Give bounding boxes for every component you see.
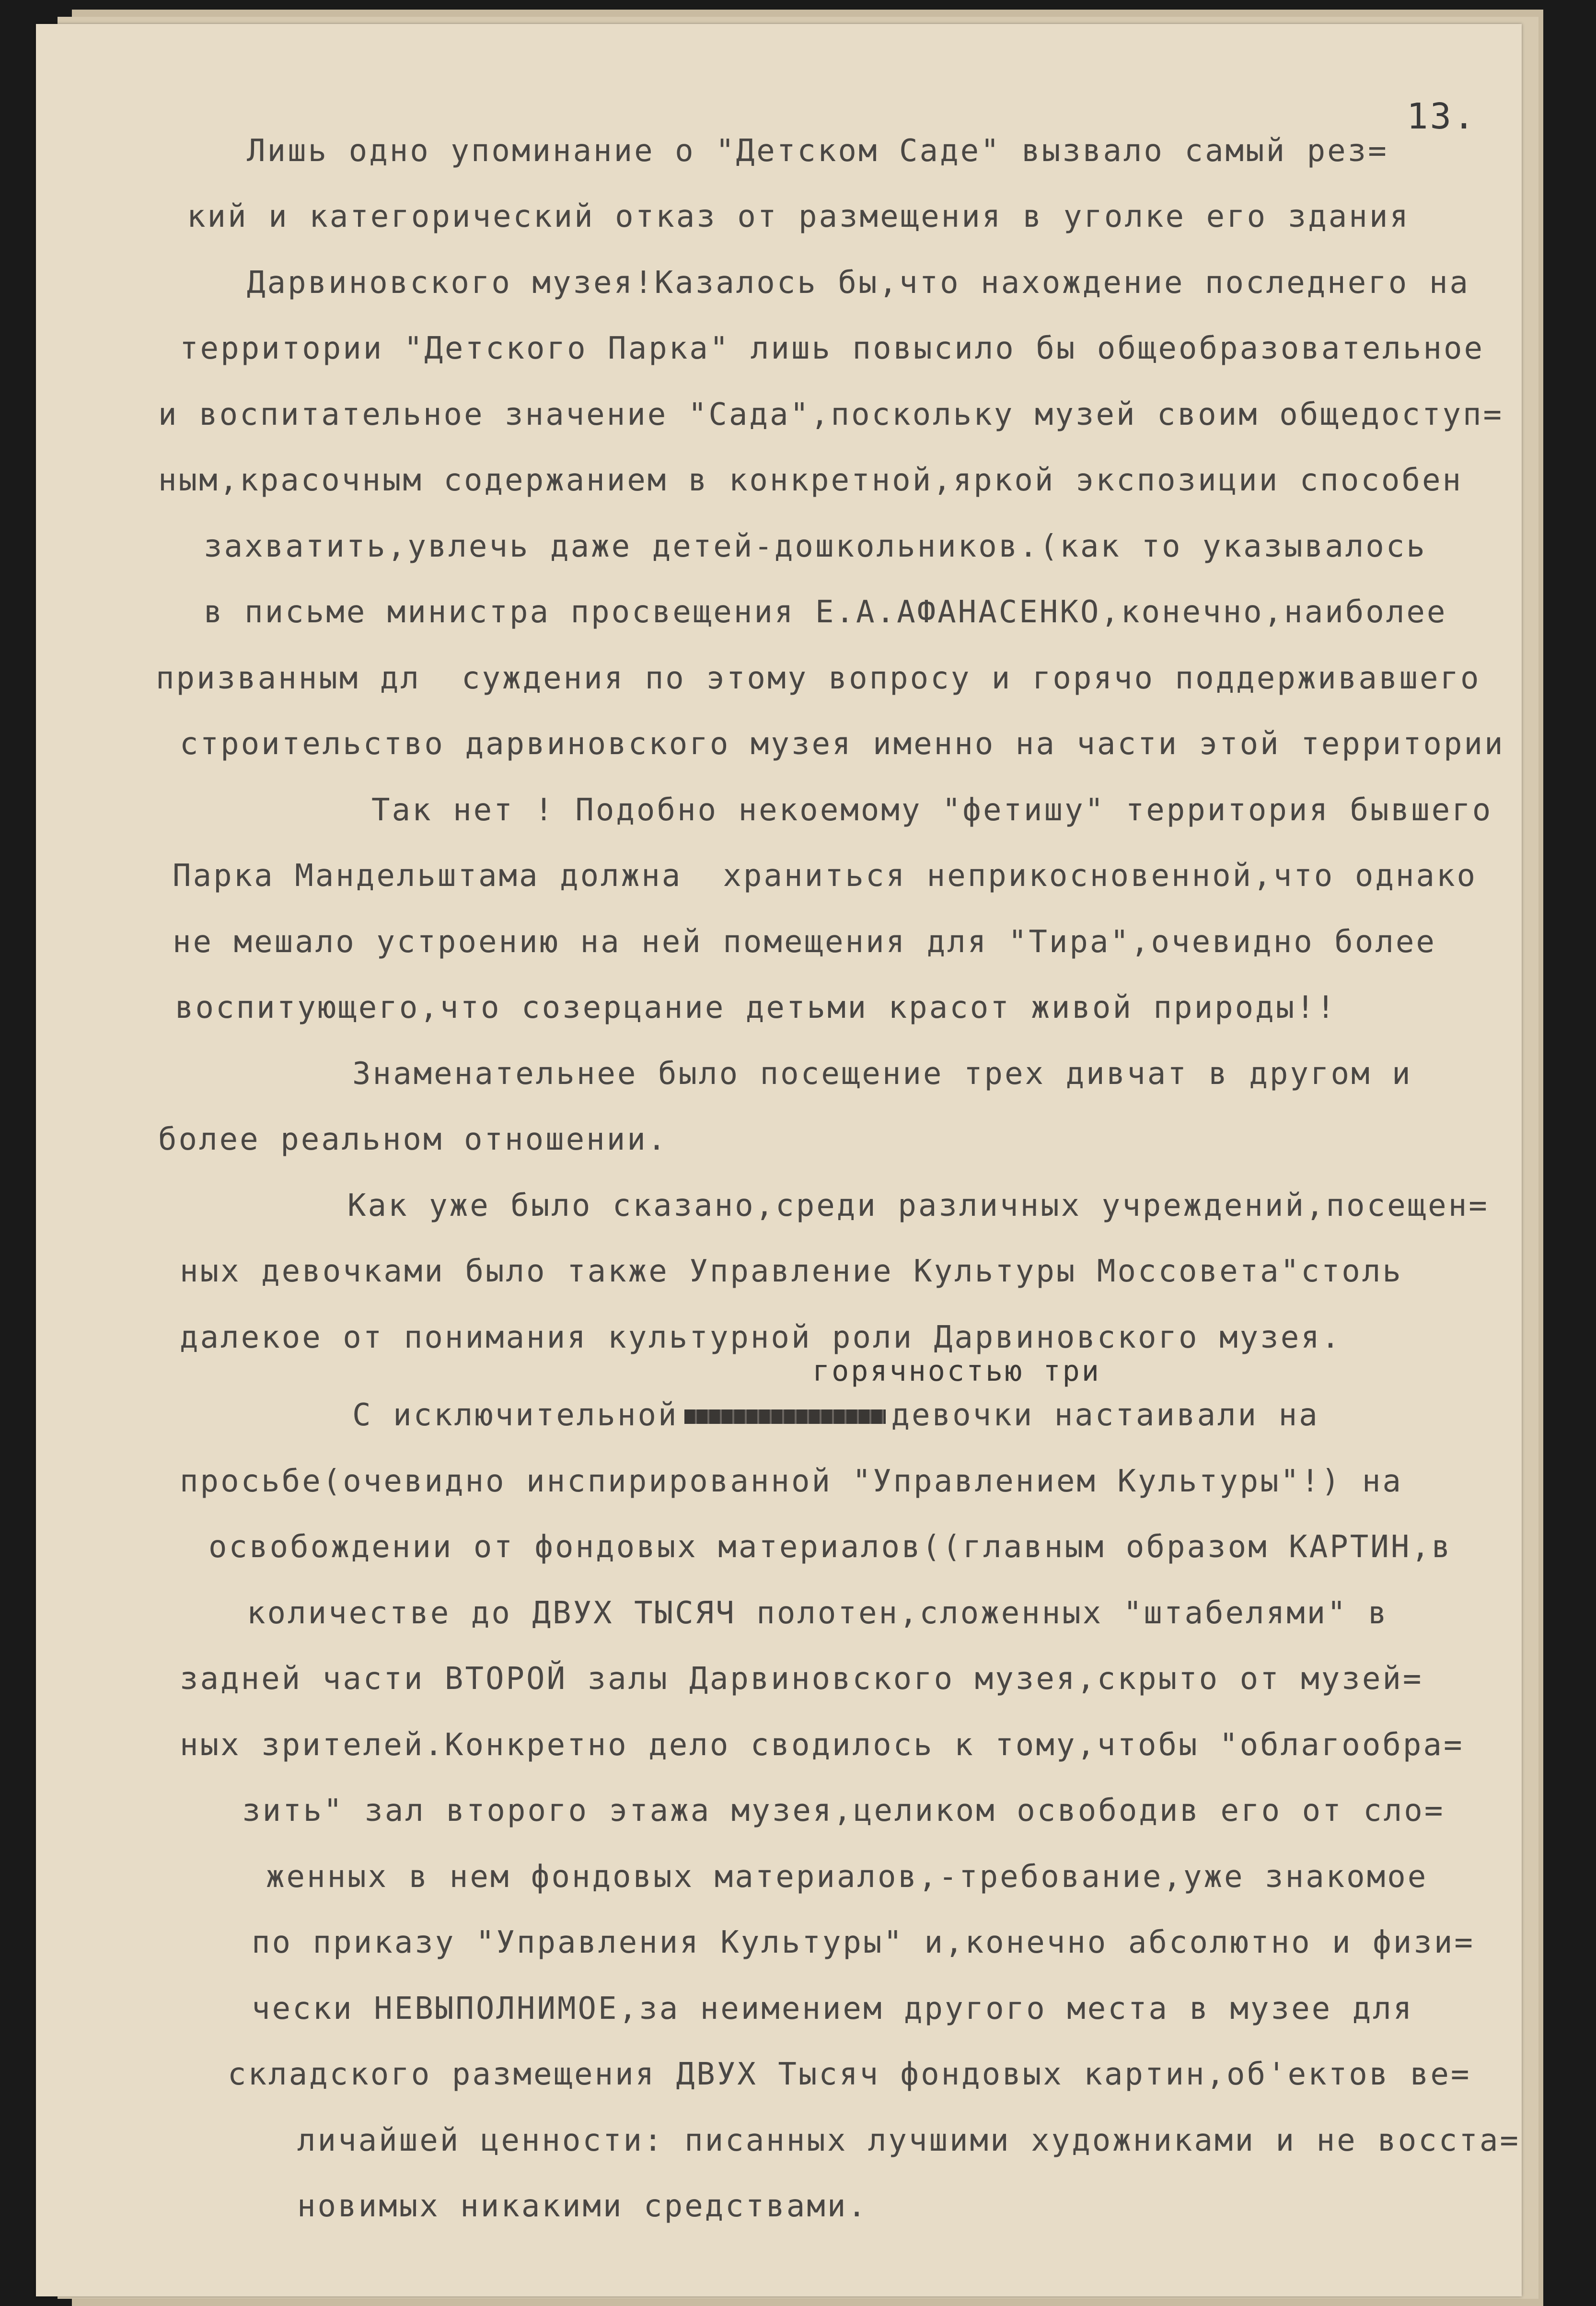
text-line: кий и категорический отказ от размещения в уголке его здания — [187, 199, 1410, 234]
text-line: Лишь одно упоминание о "Детском Саде" вызвало самый рез= — [247, 133, 1388, 169]
handwritten-insertion: горячностью три — [812, 1354, 1101, 1388]
text-line: воспитующего,что созерцание детьми красот живой природы!! — [175, 990, 1337, 1025]
text-line: в письме министра просвещения Е.А.АФАНАСЕНКО,конечно,наиболее — [204, 594, 1447, 630]
text-line: Так нет ! Подобно некоемому "фетишу" территория бывшего — [371, 792, 1493, 828]
text-line: не мешало устроению на ней помещения для "Тира",очевидно более — [173, 924, 1436, 960]
text-line: Дарвиновского музея!Казалось бы,что нахождение последнего на — [247, 265, 1470, 301]
text-line: складского размещения ДВУХ Тысяч фондовых картин,об'ектов ве= — [228, 2057, 1471, 2092]
text-line: строительство дарвиновского музея именно на части этой территории — [180, 726, 1505, 762]
text-line: задней части ВТОРОЙ залы Дарвиновского музея,скрыто от музей= — [180, 1661, 1423, 1697]
text-line: Знаменательнее было посещение трех дивчат в другом и — [352, 1056, 1412, 1092]
text-line: ных девочками было также Управление Культуры Моссовета"столь — [180, 1254, 1403, 1289]
text-line: женных в нем фондовых материалов,-требование,уже знакомое — [266, 1859, 1428, 1895]
text-line: новимых никакими средствами. — [297, 2189, 868, 2224]
text-line: более реальном отношении. — [158, 1122, 668, 1157]
text-line: количестве до ДВУХ ТЫСЯЧ полотен,сложенных "штабелями" в — [247, 1596, 1388, 1631]
typewritten-page — [36, 24, 1522, 2296]
text-line: личайшей ценности: писанных лучшими художниками и не восста= — [297, 2123, 1520, 2158]
text-line: освобождении от фондовых материалов((главным образом КАРТИН,в — [208, 1529, 1452, 1565]
text-line: чески НЕВЫПОЛНИМОЕ,за неимением другого места в музее для — [252, 1991, 1414, 2026]
text-line: призванным дл суждения по этому вопросу и горячо поддерживавшего — [156, 661, 1481, 696]
text-line: Парка Мандельштама должна храниться неприкосновенной,что однако — [173, 858, 1477, 894]
text-line: ным,красочным содержанием в конкретной,яркой экспозиции способен — [158, 463, 1463, 498]
text-line: Как уже было сказано,среди различных учреждений,посещен= — [347, 1188, 1489, 1223]
page-number: 13. — [1407, 96, 1477, 137]
text-line-end: девочки настаивали на — [891, 1398, 1319, 1433]
struck-out-text — [684, 1409, 886, 1424]
text-line: просьбе(очевидно инспирированной "Управлением Культуры"!) на — [180, 1464, 1403, 1499]
text-line: зить" зал второго этажа музея,целиком освободив его от сло= — [242, 1793, 1445, 1828]
text-line: захватить,увлечь даже детей-дошкольников.(как то указывалось — [204, 529, 1427, 564]
text-line: ных зрителей.Конкретно дело сводилось к тому,чтобы "облагообра= — [180, 1727, 1464, 1763]
text-line: по приказу "Управления Культуры" и,конечно абсолютно и физи= — [252, 1925, 1475, 1960]
text-line-start: С исключительной — [352, 1398, 679, 1433]
text-line — [352, 1396, 1319, 1434]
text-line: далекое от понимания культурной роли Дарвиновского музея. — [180, 1320, 1342, 1355]
text-line: территории "Детского Парка" лишь повысило бы общеобразовательное — [180, 331, 1484, 366]
text-line: и воспитательное значение "Сада",поскольку музей своим общедоступ= — [158, 397, 1504, 432]
